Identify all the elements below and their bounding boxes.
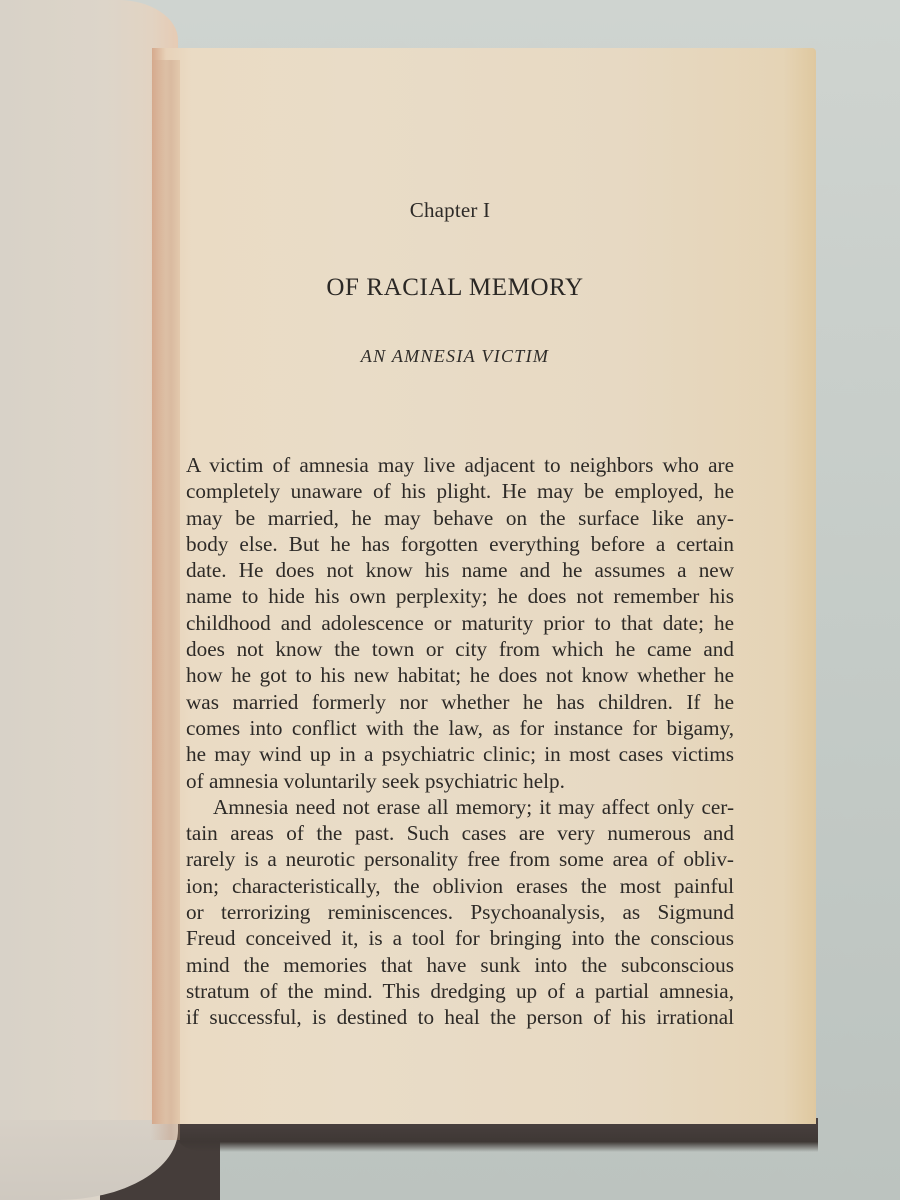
text-line: does not know the town or city from which he came and bbox=[186, 637, 734, 662]
text-line: comes into conflict with the law, as for instance for bigamy, bbox=[186, 715, 734, 740]
text-line: rarely is a neurotic personality free from some area of obliv- bbox=[186, 847, 734, 872]
paragraph-1 bbox=[186, 452, 734, 794]
section-title: AN AMNESIA VICTIM bbox=[360, 346, 550, 366]
text-line: was married formerly nor whether he has children. If he bbox=[186, 689, 734, 714]
text-line: how he got to his new habitat; he does not know whether he bbox=[186, 663, 734, 688]
text-line: Freud conceived it, is a tool for bringing into the conscious bbox=[186, 926, 734, 951]
text-line: mind the memories that have sunk into the subconscious bbox=[186, 952, 734, 977]
text-line: or terrorizing reminiscences. Psychoanalysis, as Sigmund bbox=[186, 900, 734, 925]
text-line: date. He does not know his name and he assumes a new bbox=[186, 558, 734, 583]
text-line: A victim of amnesia may live adjacent to neighbors who are bbox=[186, 453, 734, 477]
body-text bbox=[186, 452, 734, 1031]
paragraph-2 bbox=[186, 794, 734, 1031]
text-line: body else. But he has forgotten everything before a certain bbox=[186, 531, 734, 556]
text-line: ion; characteristically, the oblivion erases the most painful bbox=[186, 873, 734, 898]
chapter-title: OF RACIAL MEMORY bbox=[326, 274, 584, 301]
text-line: stratum of the mind. This dredging up of a partial amnesia, bbox=[186, 978, 734, 1003]
chapter-label: Chapter I bbox=[409, 198, 491, 222]
text-line: Amnesia need not erase all memory; it may affect only cer- bbox=[213, 794, 734, 819]
text-line: completely unaware of his plight. He may be employed, he bbox=[186, 479, 734, 504]
text-line: he may wind up in a psychiatric clinic; in most cases victims bbox=[186, 742, 734, 767]
text-line: may be married, he may behave on the surface like any- bbox=[186, 505, 734, 530]
text-line: childhood and adolescence or maturity prior to that date; he bbox=[186, 610, 734, 635]
text-line: name to hide his own perplexity; he does not remember his bbox=[186, 584, 734, 609]
text-line: of amnesia voluntarily seek psychiatric help. bbox=[186, 768, 565, 793]
text-line: tain areas of the past. Such cases are very numerous and bbox=[186, 821, 734, 846]
text-line: if successful, is destined to heal the person of his irrational bbox=[186, 1005, 734, 1030]
